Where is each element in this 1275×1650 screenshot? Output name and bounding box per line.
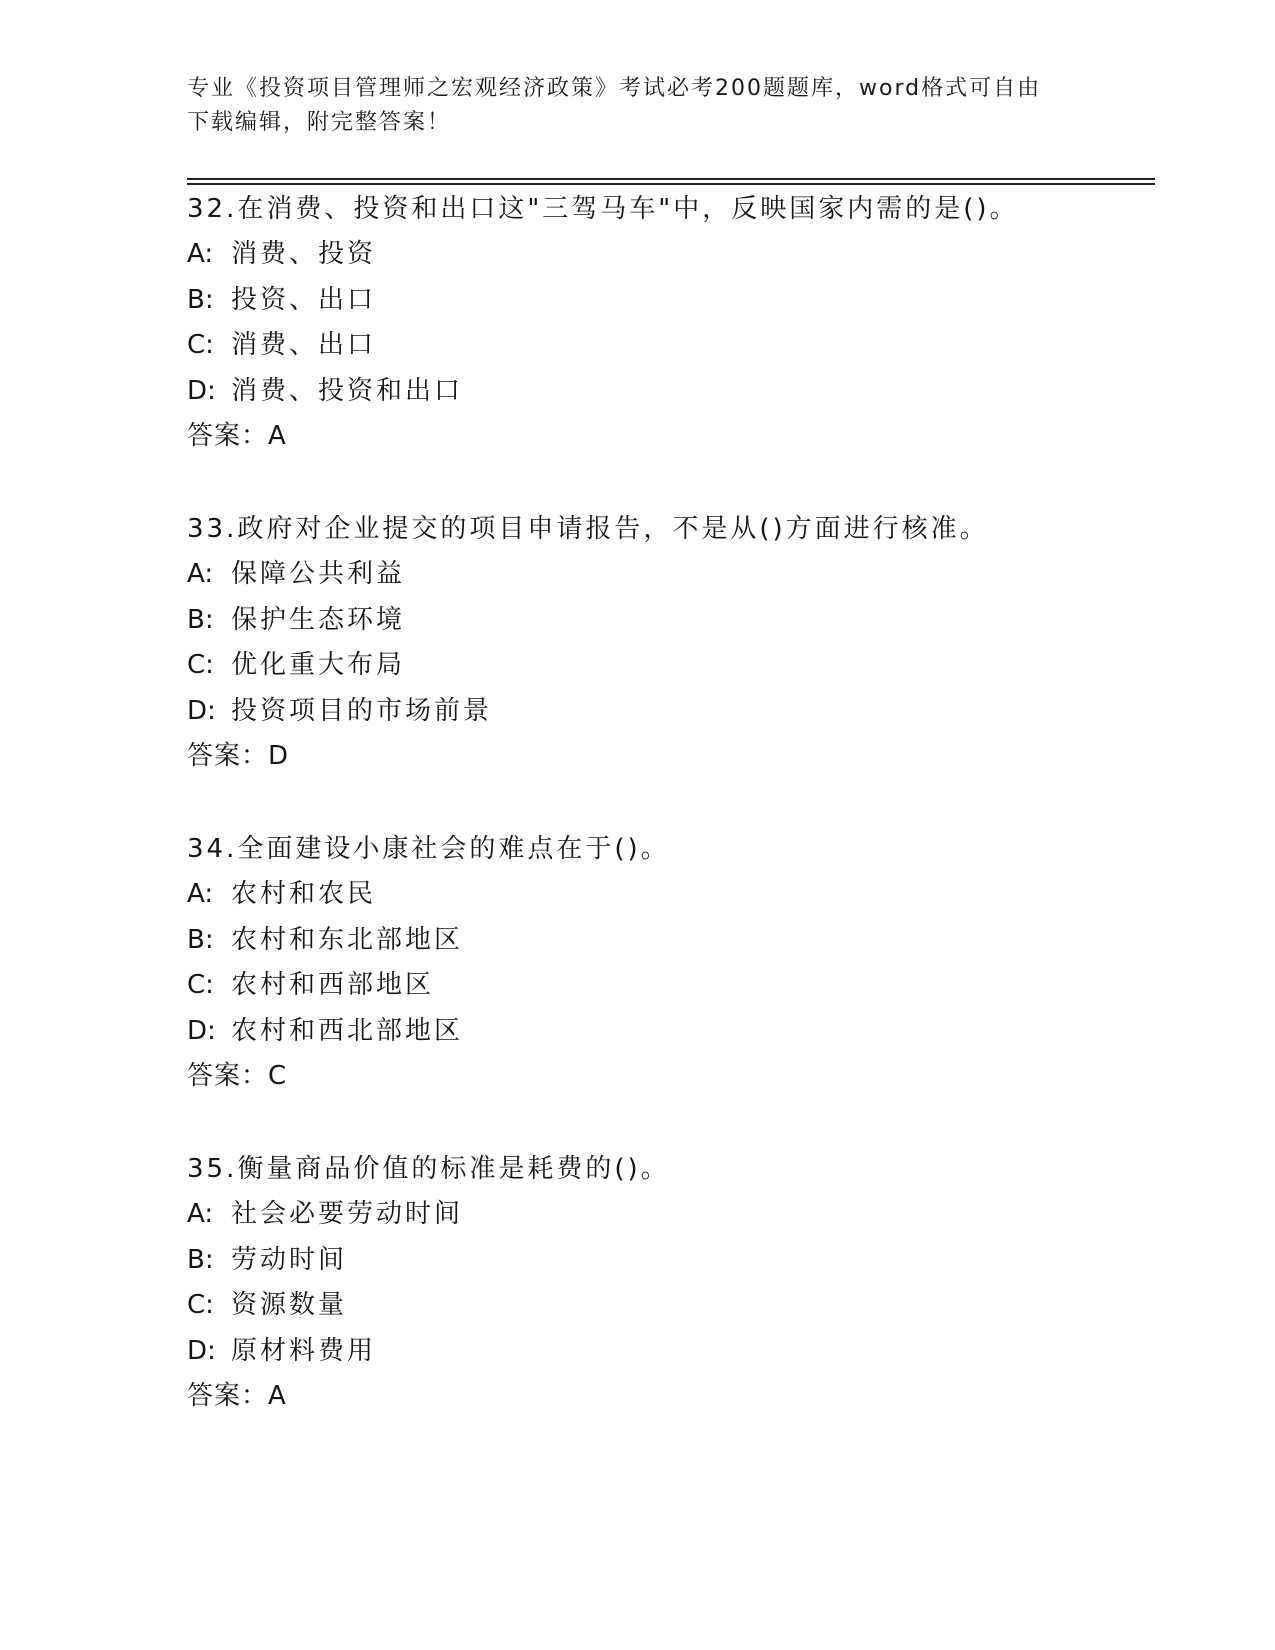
question-34 bbox=[187, 828, 1147, 1148]
question-33 bbox=[187, 508, 1147, 828]
question-32 bbox=[187, 188, 1147, 508]
answer-value: A bbox=[268, 421, 286, 451]
option-text: 原材料费用 bbox=[231, 1336, 377, 1366]
option-text: 投资、出口 bbox=[231, 285, 377, 315]
header-divider-bottom bbox=[187, 183, 1155, 185]
option-letter: D: bbox=[187, 1016, 216, 1046]
option-letter: A: bbox=[187, 559, 214, 589]
option-a bbox=[187, 237, 376, 271]
option-text: 优化重大布局 bbox=[231, 650, 406, 680]
option-d bbox=[187, 694, 492, 728]
option-c bbox=[187, 648, 405, 682]
answer-line bbox=[187, 1059, 286, 1093]
option-letter: D: bbox=[187, 1336, 216, 1366]
option-letter: C: bbox=[187, 330, 214, 360]
answer-line bbox=[187, 419, 286, 453]
answer-line bbox=[187, 739, 288, 773]
option-text: 农村和西部地区 bbox=[231, 970, 435, 1000]
option-d bbox=[187, 1334, 376, 1368]
option-text: 农村和农民 bbox=[231, 879, 377, 909]
option-text: 消费、投资 bbox=[231, 239, 377, 269]
option-letter: C: bbox=[187, 650, 214, 680]
header-line-2: 下载编辑，附完整答案！ bbox=[187, 110, 452, 135]
answer-label: 答案： bbox=[187, 421, 269, 451]
answer-value: A bbox=[268, 1381, 286, 1411]
option-text: 消费、投资和出口 bbox=[231, 376, 464, 406]
option-c bbox=[187, 328, 376, 362]
option-d bbox=[187, 1014, 463, 1048]
option-letter: B: bbox=[187, 605, 214, 635]
option-letter: A: bbox=[187, 879, 214, 909]
question-list bbox=[187, 188, 1147, 1468]
option-text: 社会必要劳动时间 bbox=[231, 1199, 464, 1229]
question-stem: 33.政府对企业提交的项目申请报告，不是从()方面进行核准。 bbox=[187, 514, 989, 544]
answer-label: 答案： bbox=[187, 741, 269, 771]
option-text: 农村和东北部地区 bbox=[231, 925, 464, 955]
answer-value: C bbox=[268, 1061, 287, 1091]
option-b bbox=[187, 1243, 347, 1277]
header-line-1: 专业《投资项目管理师之宏观经济政策》考试必考200题题库，word格式可自由 bbox=[187, 76, 1042, 101]
header-divider-top bbox=[187, 178, 1155, 180]
option-text: 保障公共利益 bbox=[231, 559, 406, 589]
option-letter: D: bbox=[187, 696, 216, 726]
option-b bbox=[187, 283, 376, 317]
document-header bbox=[187, 72, 1087, 140]
option-c bbox=[187, 1288, 347, 1322]
option-text: 劳动时间 bbox=[231, 1245, 348, 1275]
option-text: 农村和西北部地区 bbox=[231, 1016, 464, 1046]
option-b bbox=[187, 923, 463, 957]
option-d bbox=[187, 374, 463, 408]
option-c bbox=[187, 968, 434, 1002]
option-text: 保护生态环境 bbox=[231, 605, 406, 635]
answer-value: D bbox=[268, 741, 289, 771]
option-a bbox=[187, 877, 376, 911]
question-stem: 35.衡量商品价值的标准是耗费的()。 bbox=[187, 1154, 670, 1184]
option-letter: A: bbox=[187, 1199, 214, 1229]
option-letter: A: bbox=[187, 239, 214, 269]
option-letter: B: bbox=[187, 925, 214, 955]
option-letter: C: bbox=[187, 1290, 214, 1320]
option-b bbox=[187, 603, 405, 637]
option-letter: D: bbox=[187, 376, 216, 406]
question-35 bbox=[187, 1148, 1147, 1468]
option-a bbox=[187, 1197, 463, 1231]
option-a bbox=[187, 557, 405, 591]
option-text: 资源数量 bbox=[231, 1290, 348, 1320]
option-text: 投资项目的市场前景 bbox=[231, 696, 493, 726]
option-letter: C: bbox=[187, 970, 214, 1000]
answer-label: 答案： bbox=[187, 1061, 269, 1091]
question-stem: 34.全面建设小康社会的难点在于()。 bbox=[187, 834, 670, 864]
question-stem: 32.在消费、投资和出口这"三驾马车"中，反映国家内需的是()。 bbox=[187, 194, 1019, 224]
option-text: 消费、出口 bbox=[231, 330, 377, 360]
option-letter: B: bbox=[187, 285, 214, 315]
answer-label: 答案： bbox=[187, 1381, 269, 1411]
answer-line bbox=[187, 1379, 286, 1413]
option-letter: B: bbox=[187, 1245, 214, 1275]
